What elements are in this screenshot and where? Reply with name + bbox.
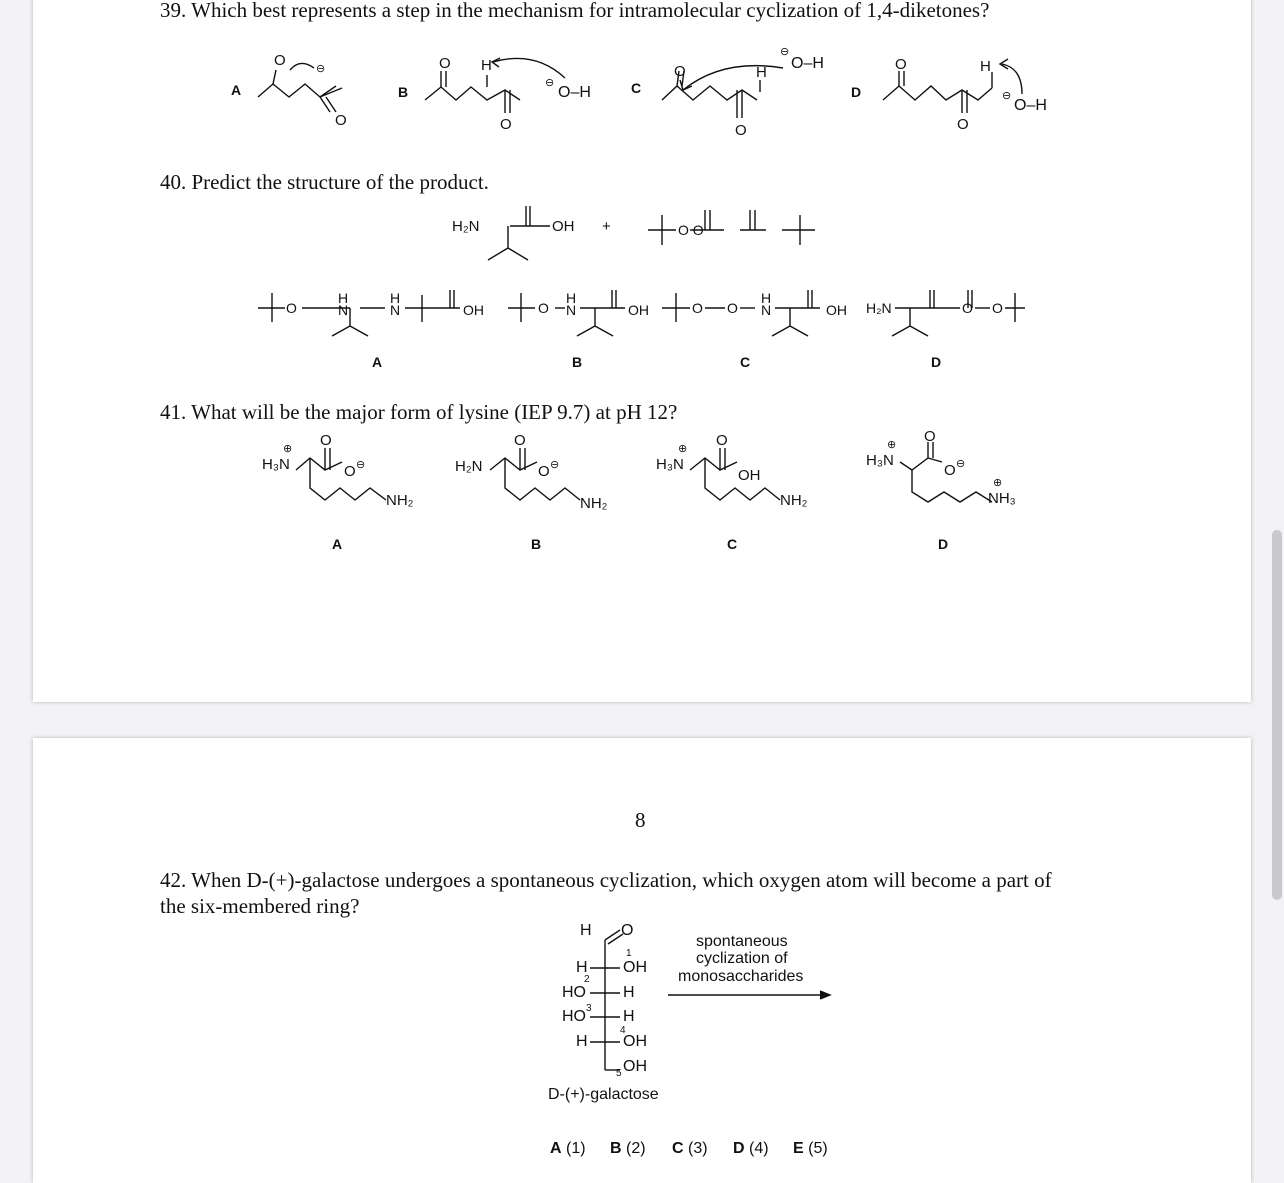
q41-choice-b-label: B bbox=[531, 536, 542, 552]
q41-a-acid: O bbox=[344, 463, 356, 480]
q39-d-minus: ⊖ bbox=[1002, 90, 1012, 102]
q39-c-hydroxide: O–H bbox=[791, 55, 824, 72]
q39-choice-a-label: A bbox=[231, 82, 242, 98]
q40-a-o: O bbox=[286, 300, 297, 316]
question-42-text-line1: 42. When D-(+)-galactose undergoes a spontaneous cyclization, which oxygen atom will become a part of bbox=[160, 868, 1052, 892]
q41-a-amine: H₃N bbox=[262, 456, 290, 473]
answer-e[interactable]: E (5) bbox=[793, 1140, 828, 1157]
q40-a-n1-h: H bbox=[338, 290, 349, 306]
q41-a-acid-charge: ⊖ bbox=[356, 459, 366, 471]
q41-d-acid-charge: ⊖ bbox=[956, 458, 966, 470]
q39-choice-b-label: B bbox=[398, 84, 409, 100]
arrow-label-line1: spontaneous bbox=[696, 933, 788, 950]
answer-c[interactable]: C (3) bbox=[672, 1140, 708, 1157]
q39-c-bottom-oxygen: O bbox=[735, 122, 747, 139]
fischer-row3-number: 3 bbox=[586, 1003, 592, 1014]
q40-choice-c-label: C bbox=[740, 354, 751, 370]
arrow-label-line3: monosaccharides bbox=[678, 968, 804, 985]
fischer-row2-right: H bbox=[623, 984, 635, 1001]
q39-d-top-oxygen: O bbox=[895, 56, 907, 73]
q39-b-hydrogen: H bbox=[481, 57, 492, 74]
q40-a-n2-h: H bbox=[390, 290, 401, 306]
q41-d-amine: H₃N bbox=[866, 452, 894, 469]
q40-b-n: N bbox=[566, 302, 577, 318]
fischer-bottom-number: 5 bbox=[616, 1068, 622, 1079]
q40-c-o1: O bbox=[692, 300, 703, 316]
answer-b[interactable]: B (2) bbox=[610, 1140, 646, 1157]
q41-choice-a-label: A bbox=[332, 536, 343, 552]
fischer-bottom-oh: OH bbox=[623, 1058, 647, 1075]
q41-b-carbonyl-o: O bbox=[514, 432, 526, 449]
fischer-row4-left: H bbox=[576, 1033, 588, 1050]
q40-b-o: O bbox=[538, 300, 549, 316]
q39-d-hydroxide: O–H bbox=[1014, 97, 1047, 114]
q39-d-hydrogen: H bbox=[980, 58, 991, 75]
q41-b-side-chain: NH₂ bbox=[580, 495, 608, 512]
q41-b-amine: H₂N bbox=[455, 458, 483, 475]
q41-a-amine-charge: ⊕ bbox=[283, 443, 293, 455]
q39-b-minus: ⊖ bbox=[545, 77, 555, 89]
q41-a-side-chain: NH₂ bbox=[386, 492, 414, 509]
q40-c-n: N bbox=[761, 302, 772, 318]
q39-c-minus: ⊖ bbox=[780, 46, 790, 58]
q41-choice-d-label: D bbox=[938, 536, 949, 552]
q41-a-carbonyl-o: O bbox=[320, 432, 332, 449]
q40-a-n1: N bbox=[338, 302, 349, 318]
fischer-row1-left: H bbox=[576, 959, 588, 976]
q41-choice-c-label: C bbox=[727, 536, 738, 552]
q40-boc-anhydride-oxygens: O O bbox=[678, 222, 704, 238]
q39-b-top-oxygen: O bbox=[439, 55, 451, 72]
q39-b-hydroxide: O–H bbox=[558, 84, 591, 101]
q41-d-acid: O bbox=[944, 462, 956, 479]
q41-d-side-charge: ⊕ bbox=[993, 477, 1003, 489]
question-41-text: 41. What will be the major form of lysine (IEP 9.7) at pH 12? bbox=[160, 400, 678, 424]
q39-a-minus: ⊖ bbox=[316, 63, 326, 75]
q40-choice-d-label: D bbox=[931, 354, 942, 370]
fischer-row1-number: 1 bbox=[626, 948, 632, 959]
q40-plus: + bbox=[602, 218, 611, 235]
fischer-row4-number: 4 bbox=[620, 1025, 626, 1036]
answer-a[interactable]: A (1) bbox=[550, 1140, 586, 1157]
q40-c-oh: OH bbox=[826, 302, 847, 318]
q41-d-side-chain: NH₃ bbox=[988, 490, 1016, 507]
fischer-row2-left: HO bbox=[562, 984, 586, 1001]
q40-d-o1: O bbox=[962, 300, 973, 316]
q40-reactant-acid: OH bbox=[552, 218, 575, 235]
fischer-top-o: O bbox=[621, 922, 634, 939]
q41-d-carbonyl-o: O bbox=[924, 428, 936, 445]
fischer-top-h: H bbox=[580, 922, 592, 939]
q40-c-o2: O bbox=[727, 300, 738, 316]
q39-a-bottom-oxygen: O bbox=[335, 112, 347, 129]
q41-c-acid: OH bbox=[738, 467, 761, 484]
q39-c-top-oxygen: O bbox=[674, 63, 686, 80]
q40-a-oh: OH bbox=[463, 302, 484, 318]
q40-reactant-amine: H₂N bbox=[452, 218, 480, 235]
fischer-row4-right: OH bbox=[623, 1033, 647, 1050]
q40-a-n2: N bbox=[390, 302, 401, 318]
q39-choice-c-label: C bbox=[631, 80, 642, 96]
arrow-label-line2: cyclization of bbox=[696, 950, 788, 967]
fischer-row2-number: 2 bbox=[584, 974, 590, 985]
q40-c-h: H bbox=[761, 290, 772, 306]
q41-b-acid: O bbox=[538, 463, 550, 480]
answer-d[interactable]: D (4) bbox=[733, 1140, 769, 1157]
q40-choice-b-label: B bbox=[572, 354, 583, 370]
question-40-text: 40. Predict the structure of the product. bbox=[160, 170, 489, 194]
compound-name: D-(+)-galactose bbox=[548, 1086, 659, 1103]
q41-d-amine-charge: ⊕ bbox=[887, 439, 897, 451]
q40-b-h: H bbox=[566, 290, 577, 306]
q41-c-amine: H₃N bbox=[656, 456, 684, 473]
q39-d-bottom-oxygen: O bbox=[957, 116, 969, 133]
q41-c-amine-charge: ⊕ bbox=[678, 443, 688, 455]
q41-c-carbonyl-o: O bbox=[716, 432, 728, 449]
q39-c-hydrogen: H bbox=[756, 64, 767, 81]
q39-choice-d-label: D bbox=[851, 84, 862, 100]
fischer-row1-right: OH bbox=[623, 959, 647, 976]
q39-a-top-oxygen: O bbox=[274, 52, 286, 69]
q41-b-acid-charge: ⊖ bbox=[550, 459, 560, 471]
q40-choice-a-label: A bbox=[372, 354, 383, 370]
q40-d-amine: H₂N bbox=[866, 300, 892, 316]
q40-b-oh: OH bbox=[628, 302, 649, 318]
q40-d-o2: O bbox=[992, 300, 1003, 316]
page-number: 8 bbox=[635, 808, 646, 832]
question-39-text: 39. Which best represents a step in the mechanism for intramolecular cyclization of 1,4-diketones? bbox=[160, 0, 990, 22]
fischer-row3-left: HO bbox=[562, 1008, 586, 1025]
q39-b-bottom-oxygen: O bbox=[500, 116, 512, 133]
question-42-text-line2: the six-membered ring? bbox=[160, 894, 360, 918]
q41-c-side-chain: NH₂ bbox=[780, 492, 808, 509]
fischer-row3-right: H bbox=[623, 1008, 635, 1025]
